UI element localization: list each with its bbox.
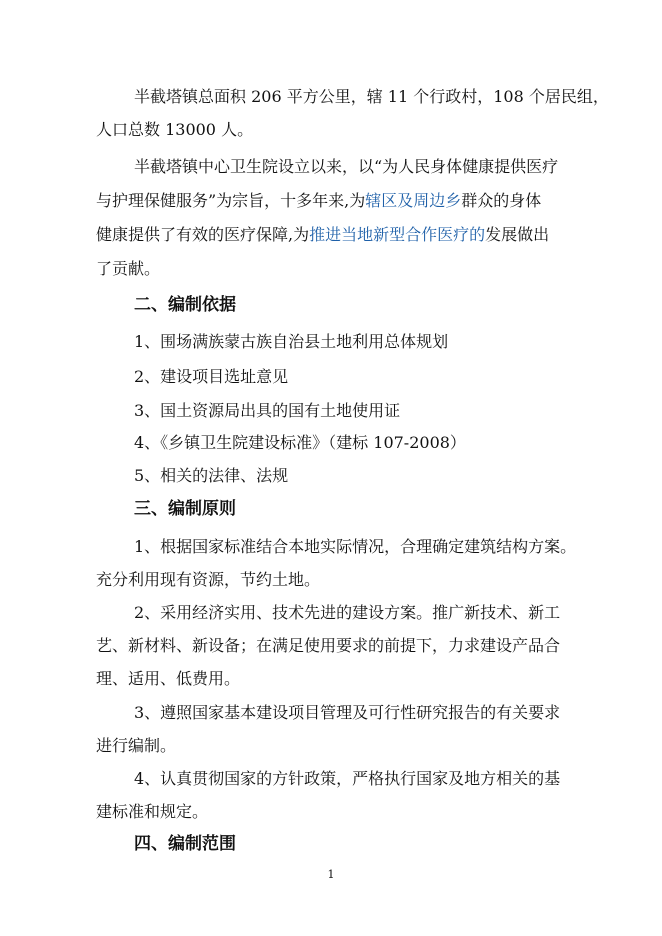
paragraph-2-line-2 xyxy=(96,191,541,211)
page-number: 1 xyxy=(327,868,335,881)
paragraph-1-line-1: 半截塔镇总面积 206 平方公里，辖 11 个行政村，108 个居民组， xyxy=(134,87,609,106)
section-3-item-4-line-2: 建标准和规定。 xyxy=(96,802,209,821)
paragraph-1-line-2: 人口总数 13000 人。 xyxy=(96,120,254,139)
section-3-heading: 三、编制原则 xyxy=(134,499,236,519)
section-2-item-5: 5、相关的法律、法规 xyxy=(134,466,289,485)
section-2-heading: 二、编制依据 xyxy=(134,295,236,315)
section-2-item-3: 3、国土资源局出具的国有土地使用证 xyxy=(134,401,401,420)
paragraph-2-line-2-text-a: 与护理保健服务”为宗旨，十多年来,为 xyxy=(96,191,366,210)
paragraph-2-line-4: 了贡献。 xyxy=(96,259,161,278)
section-3-item-3-line-2: 进行编制。 xyxy=(96,736,177,755)
section-3-item-1-line-2: 充分利用现有资源，节约土地。 xyxy=(96,570,321,589)
section-3-item-2-line-1: 2、采用经济实用、技术先进的建设方案。推广新技术、新工 xyxy=(134,603,561,622)
section-3-item-1-line-1: 1、根据国家标准结合本地实际情况，合理确定建筑结构方案。 xyxy=(134,537,577,556)
section-2-item-4: 4、《乡镇卫生院建设标准》（建标 107-2008） xyxy=(134,433,466,452)
section-2-item-2: 2、建设项目选址意见 xyxy=(134,367,289,386)
highlighted-phrase-cooperative-medical: 推进当地新型合作医疗的 xyxy=(309,225,486,244)
section-3-item-4-line-1: 4、认真贯彻国家的方针政策，严格执行国家及地方相关的基 xyxy=(134,769,561,788)
paragraph-2-line-3-text-a: 健康提供了有效的医疗保障,为 xyxy=(96,225,310,244)
section-2-item-1: 1、围场满族蒙古族自治县土地利用总体规划 xyxy=(134,332,449,351)
section-4-heading: 四、编制范围 xyxy=(134,834,236,854)
paragraph-2-line-1: 半截塔镇中心卫生院设立以来，以“为人民身体健康提供医疗 xyxy=(134,157,559,176)
paragraph-2-line-3-text-b: 发展做出 xyxy=(485,225,550,244)
paragraph-2-line-2-text-b: 群众的身体 xyxy=(461,191,542,210)
section-3-item-2-line-2: 艺、新材料、新设备；在满足使用要求的前提下，力求建设产品合 xyxy=(96,636,561,655)
highlighted-phrase-region: 辖区及周边乡 xyxy=(365,191,462,210)
section-3-item-3-line-1: 3、遵照国家基本建设项目管理及可行性研究报告的有关要求 xyxy=(134,703,561,722)
section-3-item-2-line-3: 理、适用、低费用。 xyxy=(96,669,241,688)
paragraph-2-line-3 xyxy=(96,225,549,245)
